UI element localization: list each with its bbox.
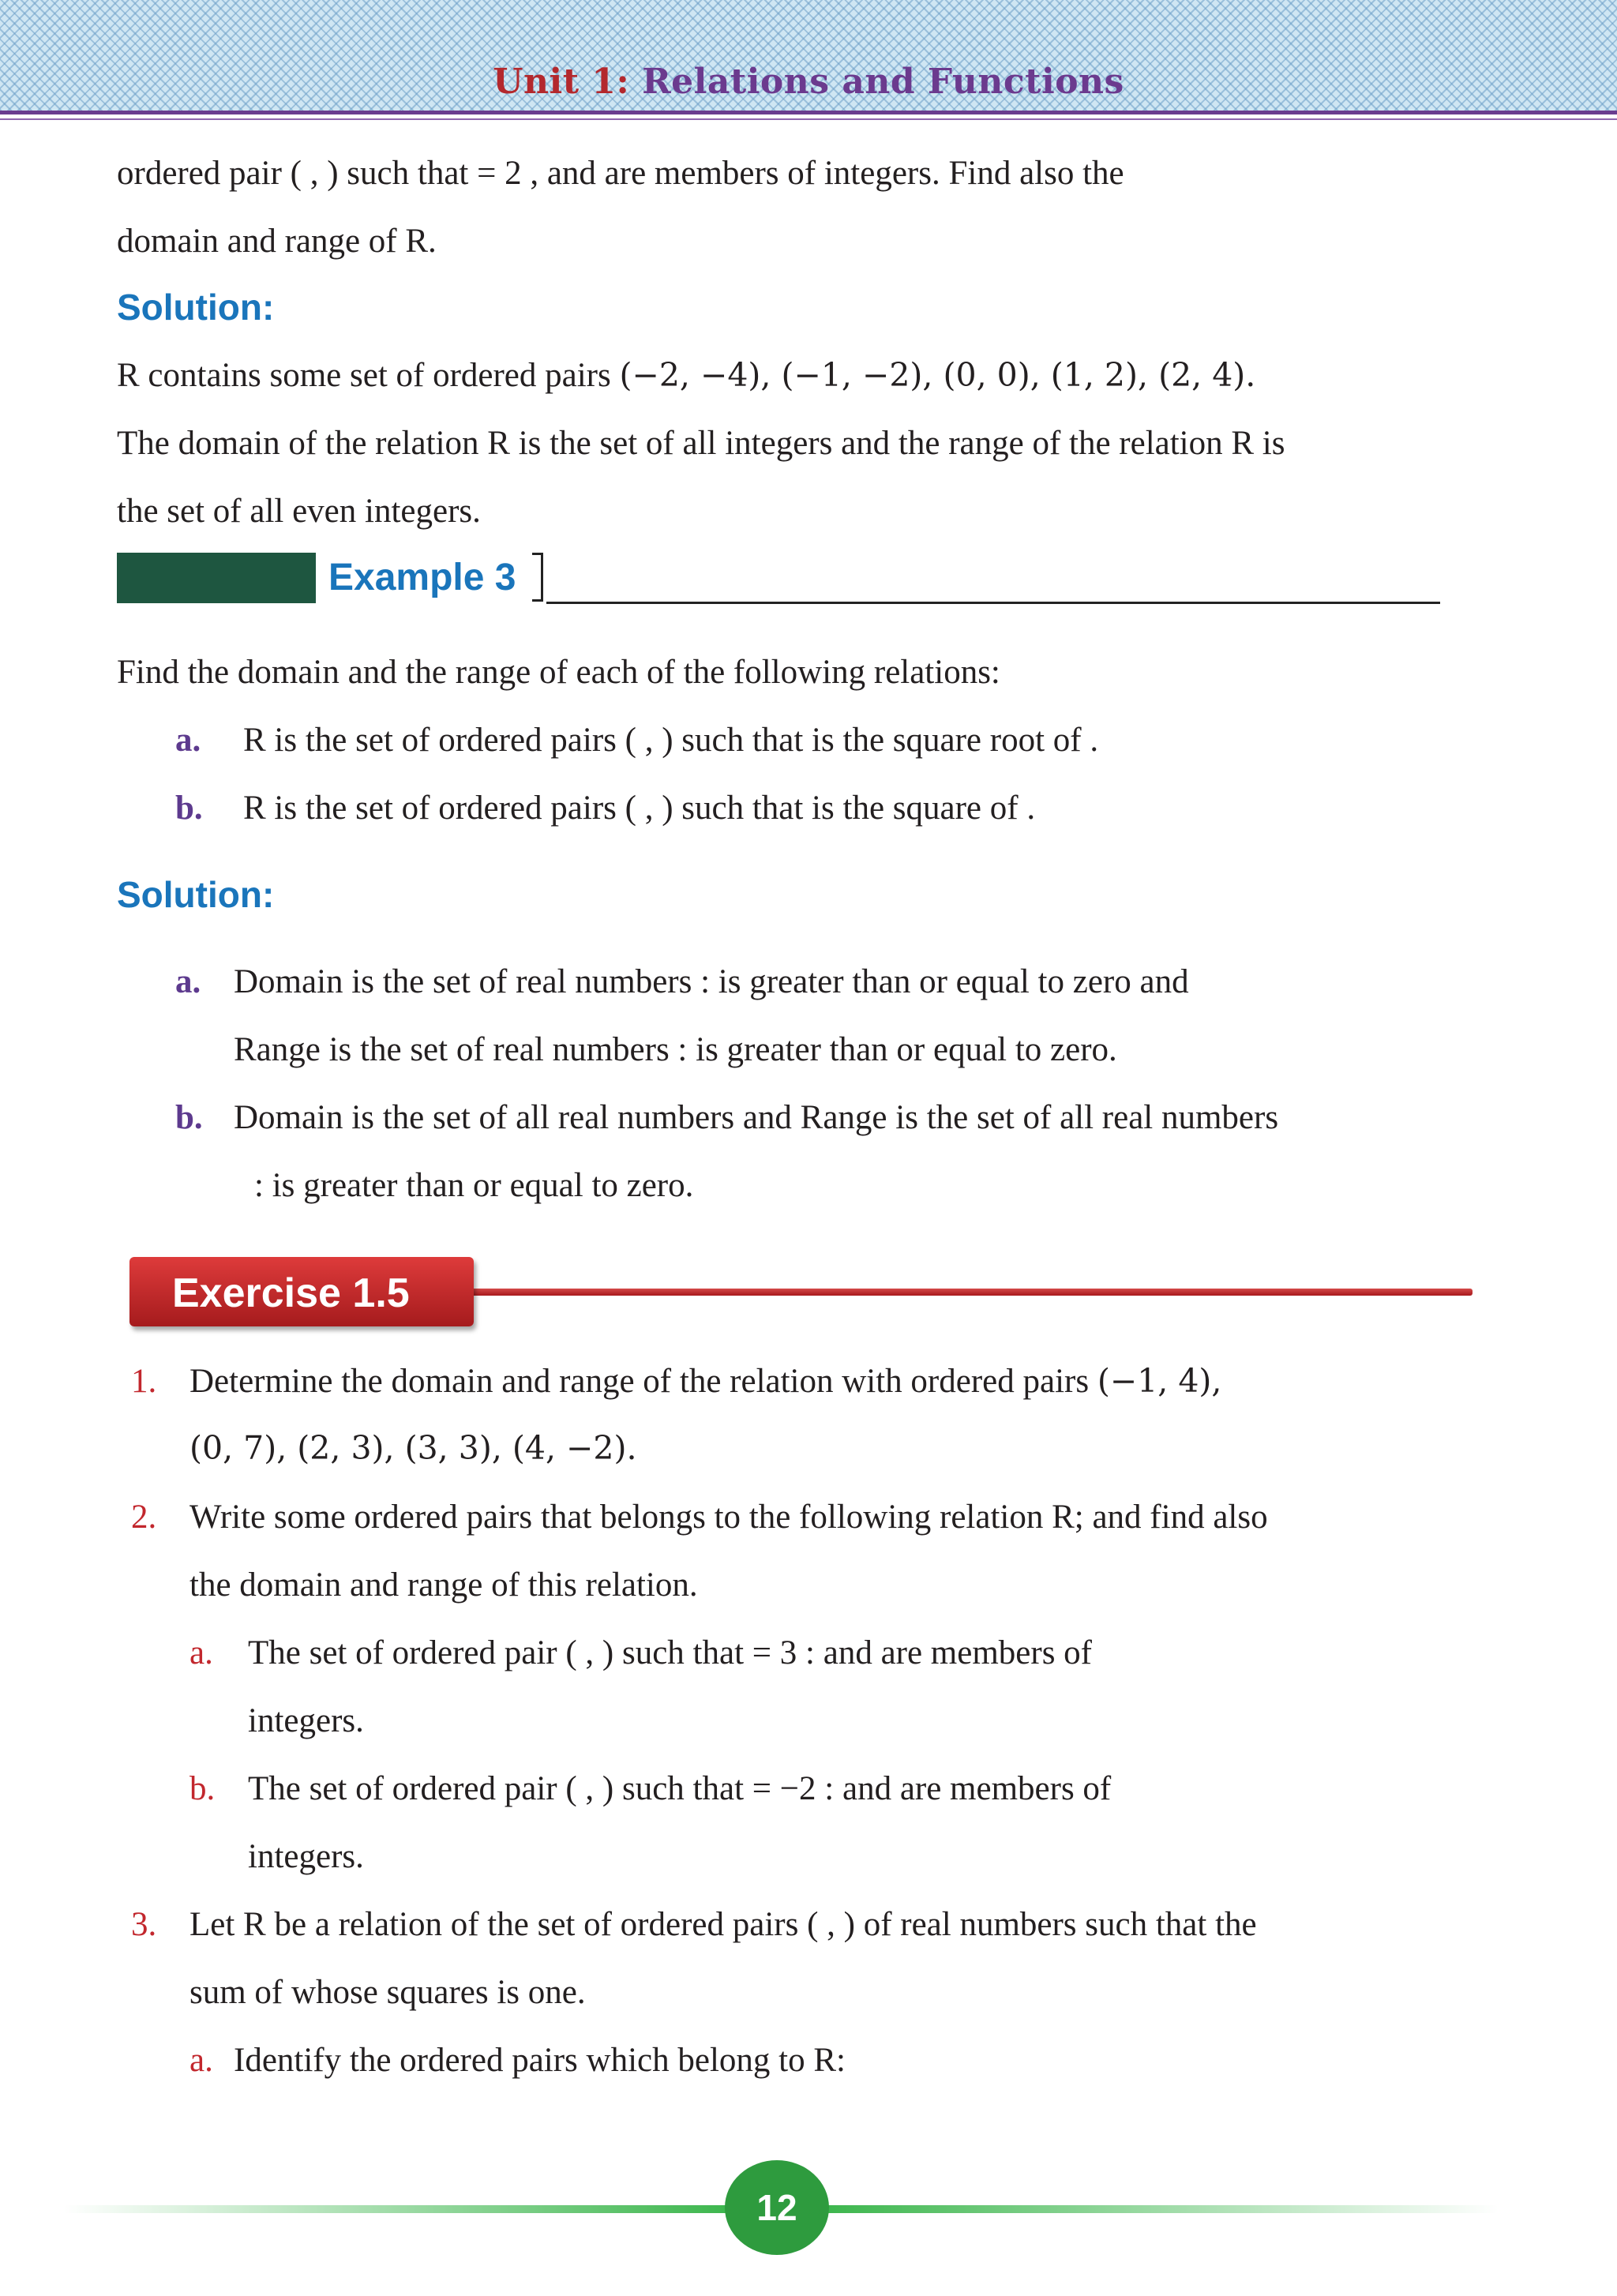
example-item-b-marker: b.	[175, 790, 203, 827]
example-item-b-text: R is the set of ordered pairs ( , ) such that is the square of .	[243, 790, 1036, 827]
q1-line-1-math: (−1, 4),	[1097, 1362, 1222, 1400]
solution2-a-line-1: Domain is the set of real numbers : is greater than or equal to zero and	[234, 963, 1189, 1000]
q3a-marker	[189, 2043, 213, 2077]
q2-line-2: the domain and range of this relation.	[189, 1566, 698, 1604]
solution1-line-1-text: R contains some set of ordered pairs	[117, 357, 620, 394]
footer-rule-right	[813, 2205, 1499, 2213]
solution2-b-marker	[175, 1101, 203, 1135]
example-item-b	[175, 791, 203, 825]
example-item-a	[175, 723, 201, 757]
example-bracket	[532, 553, 543, 602]
q1-num-text: 1.	[131, 1363, 157, 1400]
q2b-marker	[189, 1772, 215, 1806]
example-label: Example 3	[328, 557, 516, 598]
q3-line-2: sum of whose squares is one.	[189, 1974, 586, 2011]
exercise-label: Exercise 1.5	[172, 1270, 410, 1316]
solution1-line-3: the set of all even integers.	[117, 493, 481, 530]
unit-rest: Relations and Functions	[642, 62, 1124, 102]
q2a-marker	[189, 1636, 213, 1670]
q1-line-1-text: Determine the domain and range of the relation with ordered pairs	[189, 1363, 1097, 1400]
q3-num-text: 3.	[131, 1906, 157, 1943]
q2-num-text: 2.	[131, 1499, 157, 1536]
solution-heading-1: Solution:	[117, 287, 275, 328]
q1-num	[131, 1364, 156, 1398]
header-rule	[0, 111, 1617, 114]
q2b-line-2: integers.	[248, 1838, 364, 1875]
q3-num	[131, 1908, 156, 1941]
page-number: 12	[756, 2187, 797, 2228]
solution1-line-2: The domain of the relation R is the set of all integers and the range of the relation R is	[117, 425, 1285, 462]
page-number-badge	[725, 2160, 829, 2255]
q2b-line-1: The set of ordered pair ( , ) such that = −2 : and are members of	[248, 1770, 1112, 1807]
solution1-line-1-math: (−2, −4), (−1, −2), (0, 0), (1, 2), (2, 4).	[619, 356, 1256, 394]
q1-line-2: (0, 7), (2, 3), (3, 3), (4, −2).	[189, 1429, 637, 1467]
example-item-a-text: R is the set of ordered pairs ( , ) such that is the square root of .	[243, 722, 1099, 759]
solution2-b-line-2: : is greater than or equal to zero.	[254, 1167, 694, 1204]
solution2-b-marker-text: b.	[175, 1099, 203, 1136]
unit-label: Unit 1:	[493, 62, 643, 102]
example-prompt: Find the domain and the range of each of the following relations:	[117, 654, 1000, 691]
example-item-a-marker: a.	[175, 722, 201, 759]
q2-line-1: Write some ordered pairs that belongs to the following relation R; and find also	[189, 1499, 1268, 1536]
exercise-rule	[466, 1289, 1473, 1296]
intro-line-1: ordered pair ( , ) such that = 2 , and are members of integers. Find also the	[117, 155, 1124, 192]
solution1-line-1	[117, 358, 1255, 392]
example-rule	[546, 602, 1440, 604]
q3a-line-1: Identify the ordered pairs which belong to R:	[234, 2042, 846, 2079]
unit-title	[0, 62, 1617, 102]
q3-line-1: Let R be a relation of the set of ordered pairs ( , ) of real numbers such that the	[189, 1906, 1257, 1943]
footer-rule-left	[63, 2205, 742, 2213]
q2a-line-1: The set of ordered pair ( , ) such that = 3 : and are members of	[248, 1634, 1092, 1671]
q3a-marker-text: a.	[189, 2042, 213, 2079]
solution-heading-2: Solution:	[117, 874, 275, 915]
header-rule-thin	[0, 118, 1617, 120]
solution2-a-marker	[175, 965, 201, 999]
intro-line-2: domain and range of R.	[117, 223, 437, 260]
solution2-a-marker-text: a.	[175, 963, 201, 1000]
q2a-marker-text: a.	[189, 1634, 213, 1671]
example-block	[117, 553, 316, 603]
q1-line-1	[189, 1364, 1221, 1398]
q2b-marker-text: b.	[189, 1770, 216, 1807]
solution2-a-line-2: Range is the set of real numbers : is greater than or equal to zero.	[234, 1031, 1117, 1068]
q2-num	[131, 1500, 156, 1534]
q2a-line-2: integers.	[248, 1702, 364, 1739]
solution2-b-line-1: Domain is the set of all real numbers and Range is the set of all real numbers	[234, 1099, 1279, 1136]
